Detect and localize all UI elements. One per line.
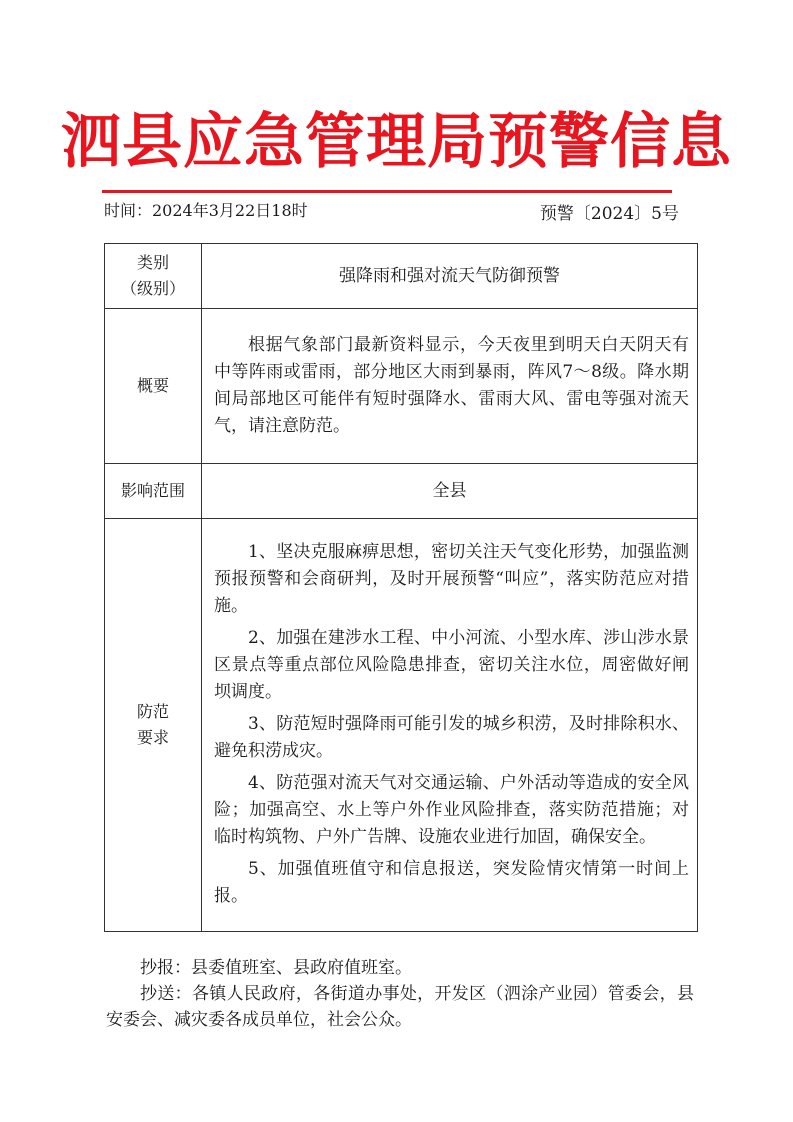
report-to-line: 抄报：县委值班室、县政府值班室。 bbox=[140, 958, 412, 978]
issue-number: 预警〔2024〕5号 bbox=[539, 204, 679, 224]
table-row-requirements bbox=[105, 519, 698, 932]
table-row-scope bbox=[105, 464, 698, 519]
category-label-line2: （级别） bbox=[120, 279, 185, 298]
requirement-item: 3、防范短时强降雨可能引发的城乡积涝，及时排除积水、避免积涝成灾。 bbox=[214, 714, 689, 761]
requirement-item: 1、坚决克服麻痹思想，密切关注天气变化形势，加强监测预报预警和会商研判，及时开展预警“叫应”，落实防范应对措施。 bbox=[214, 542, 689, 616]
warning-table bbox=[104, 243, 698, 932]
category-label bbox=[105, 244, 202, 309]
document-title: 泗县应急管理局预警信息 bbox=[61, 107, 732, 177]
title-divider bbox=[102, 190, 672, 193]
summary-cell bbox=[202, 309, 698, 464]
requirements-label bbox=[105, 519, 202, 932]
requirements-label-line2: 要求 bbox=[136, 728, 169, 747]
table-row-summary bbox=[105, 309, 698, 464]
requirements-label-line1: 防范 bbox=[136, 702, 169, 721]
requirements-list bbox=[202, 535, 697, 910]
category-value: 强降雨和强对流天气防御预警 bbox=[202, 244, 698, 309]
requirement-item: 2、加强在建涉水工程、中小河流、小型水库、涉山涉水景区景点等重点部位风险隐患排查，密切关注水位，周密做好闸坝调度。 bbox=[214, 628, 689, 702]
summary-text: 根据气象部门最新资料显示，今天夜里到明天白天阴天有中等阵雨或雷雨，部分地区大雨到暴雨，阵风7～8级。降水期间局部地区可能伴有短时强降水、雷雨大风、雷电等强对流天气，请注意防范。 bbox=[214, 335, 689, 436]
category-label-line1: 类别 bbox=[136, 253, 169, 272]
summary-label: 概要 bbox=[105, 309, 202, 464]
send-to-line: 抄送：各镇人民政府，各街道办事处，开发区（泗涂产业园）管委会，县安委会、减灾委各成员单位，社会公众。 bbox=[106, 984, 694, 1030]
requirement-item: 5、加强值班值守和信息报送，突发险情灾情第一时间上报。 bbox=[214, 859, 689, 906]
table-row-category bbox=[105, 244, 698, 309]
requirements-cell bbox=[202, 519, 698, 932]
scope-label: 影响范围 bbox=[105, 464, 202, 519]
requirement-item: 4、防范强对流天气对交通运输、户外活动等造成的安全风险；加强高空、水上等户外作业风险排查，落实防范措施；对临时构筑物、户外广告牌、设施农业进行加固，确保安全。 bbox=[214, 773, 689, 847]
distribution-footer bbox=[106, 955, 694, 1033]
issue-time: 时间：2024年3月22日18时 bbox=[104, 201, 308, 220]
scope-value: 全县 bbox=[202, 464, 698, 519]
